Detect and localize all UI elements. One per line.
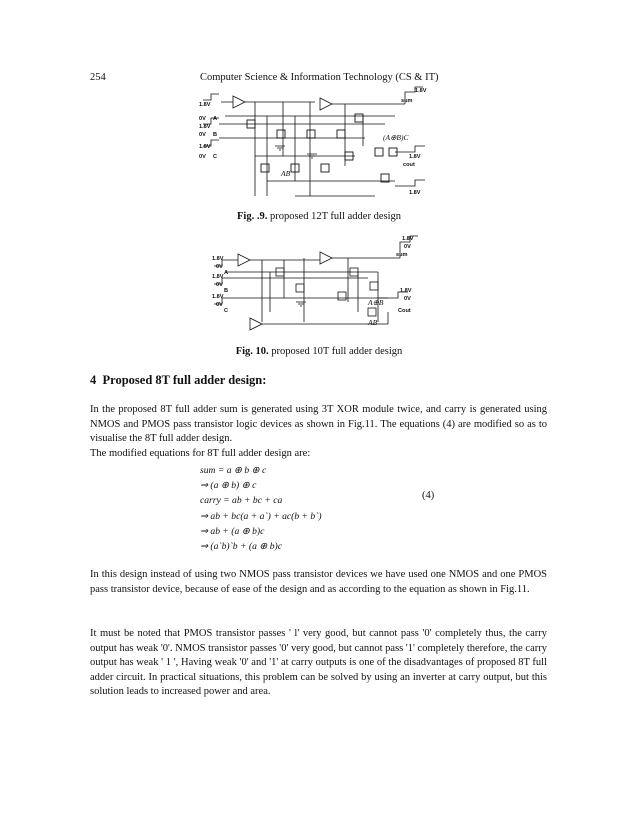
vdd-a-label: 1.8V — [199, 102, 211, 108]
cout-label: cout — [403, 162, 415, 168]
input-c-label: C — [213, 154, 218, 160]
figure-9-caption: Fig. .9. proposed 12T full adder design — [237, 211, 401, 222]
section-heading — [90, 373, 266, 388]
section-title-text: Proposed 8T full adder design: — [102, 373, 267, 387]
xor-expression-label: (A⊕B)C — [383, 133, 409, 142]
page-number: 254 — [90, 72, 106, 83]
svg-text:1.8V: 1.8V — [402, 236, 414, 242]
xor-buffer-2 — [320, 98, 332, 110]
svg-text:0V: 0V — [216, 282, 223, 288]
equation-line: ⇒ ab + (a ⊕ b)c — [200, 525, 265, 537]
svg-text:0V: 0V — [404, 296, 411, 302]
svg-text:1.8V: 1.8V — [409, 154, 421, 160]
carry-buffer — [250, 318, 262, 330]
equation-number: (4) — [422, 490, 435, 501]
and-expression-label: AB — [368, 318, 378, 327]
svg-text:0V: 0V — [199, 132, 206, 138]
figure-10-caption: Fig. 10. proposed 10T full adder design — [235, 346, 403, 357]
sum-output-label: sum — [401, 98, 413, 104]
svg-text:0V: 0V — [404, 244, 411, 250]
input-c-label: C — [224, 308, 229, 314]
equation-line: carry = ab + bc + ca — [200, 495, 283, 507]
sum-output-label: sum — [396, 252, 408, 258]
figure-10-schematic — [208, 232, 433, 332]
svg-text:1.8V: 1.8V — [212, 274, 224, 280]
svg-text:0V: 0V — [199, 154, 206, 160]
svg-text:1.8V: 1.8V — [400, 288, 412, 294]
svg-text:0V: 0V — [199, 116, 206, 122]
svg-text:0V: 0V — [216, 264, 223, 270]
xor-expression-label: A⊕B — [368, 298, 384, 307]
svg-text:1.8V: 1.8V — [409, 190, 421, 196]
input-a-label: A — [224, 270, 229, 276]
equation-line: ⇒ (a ⊕ b) ⊕ c — [200, 480, 257, 492]
equation-block — [200, 463, 322, 554]
transistor-array — [276, 268, 378, 316]
input-a-label: A — [213, 116, 218, 122]
running-title: Computer Science & Information Technology (CS & IT) — [200, 72, 439, 83]
equation-line: ⇒ ab + bc(a + a`) + ac(b + b`) — [200, 510, 322, 522]
xor-buffer-1 — [238, 254, 250, 266]
and-expression-label: AB — [281, 169, 291, 178]
paragraph-design-choice: In this design instead of using two NMOS pass transistor devices we have used one NMOS and one PMOS pass transistor device, because of ease of the design and as according to the equation as shown in Fig.11. — [90, 569, 547, 595]
cout-output — [395, 146, 425, 152]
xor-buffer-1 — [233, 96, 245, 108]
svg-text:1.8V: 1.8V — [199, 144, 211, 150]
svg-text:1.8V: 1.8V — [415, 88, 427, 94]
svg-text:1.8V: 1.8V — [212, 256, 224, 262]
equation-line: sum = a ⊕ b ⊕ c — [200, 465, 267, 476]
figure-9-schematic — [195, 86, 445, 206]
paragraph-intro: In the proposed 8T full adder sum is generated using 3T XOR module twice, and carry is generated using NMOS and PMOS pass transistor logic devices as shown in Fig.11. The equations (4) are modified so as to visualise the 8T full adder design. — [90, 404, 547, 445]
svg-text:0V: 0V — [216, 302, 223, 308]
svg-text:1.8V: 1.8V — [199, 124, 211, 130]
equation-line: ⇒ (a`b)`b + (a ⊕ b)c — [200, 541, 282, 553]
paragraph-weak-outputs: It must be noted that PMOS transistor passes ' l' very good, but cannot pass '0' completely thus, the carry output has weak '0'. NMOS transistor passes '0' very good, but cannot pass '1' completely therefore, the carry output has weak ' 1 ', Having weak '0' and '1' at carry outputs is one of the disadvantages of proposed 8T full adder circuit. In practical situations, this problem can be solved by using an inverter at carry output, but this solution leads to increased power and area. — [90, 628, 547, 698]
input-b-label: B — [213, 132, 218, 138]
paragraph-intro-equations: The modified equations for 8T full adder design are: — [90, 448, 311, 459]
input-b-label: B — [224, 288, 229, 294]
xor-buffer-2 — [320, 252, 332, 264]
section-number: 4 — [90, 373, 97, 387]
svg-text:1.8V: 1.8V — [212, 294, 224, 300]
pulse-source-a — [203, 94, 219, 100]
cout-label: Cout — [398, 308, 411, 314]
